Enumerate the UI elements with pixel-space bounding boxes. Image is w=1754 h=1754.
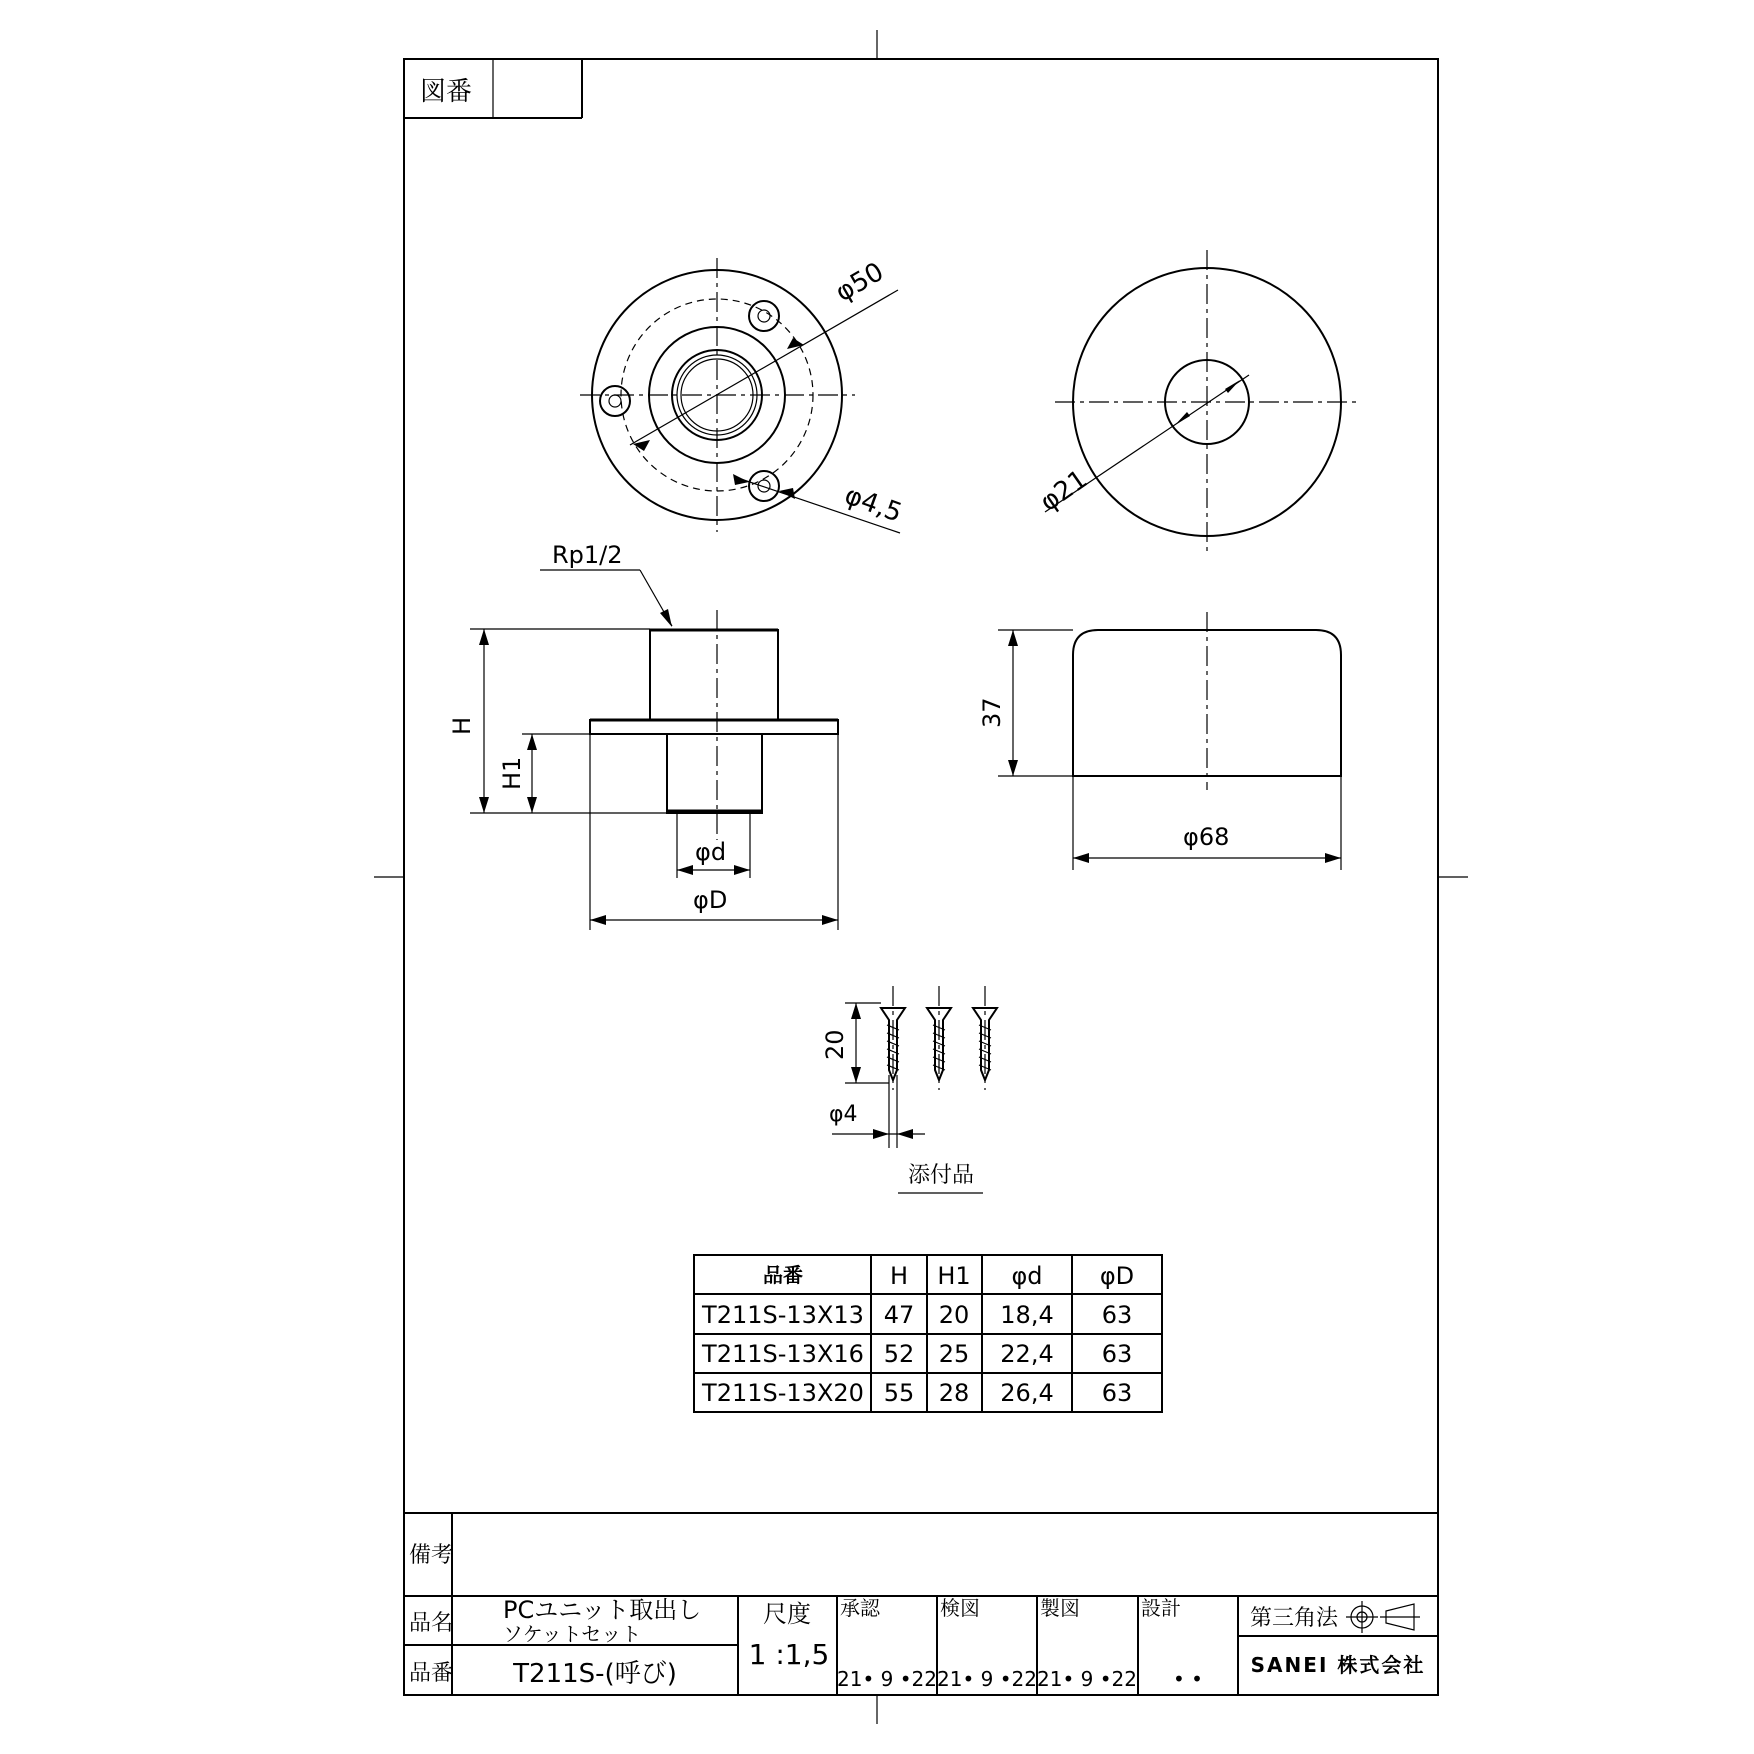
thread-dimension-label: Rp1/2 bbox=[552, 541, 623, 569]
checked-date: 21• 9 •22 bbox=[937, 1667, 1037, 1691]
cap-side-view bbox=[978, 612, 1341, 870]
product-no-label: 品番 bbox=[409, 1661, 454, 1686]
approved-date: 21• 9 •22 bbox=[837, 1667, 937, 1691]
table-cell: T211S-13X13 bbox=[702, 1301, 864, 1329]
drawn-date: 21• 9 •22 bbox=[1037, 1667, 1137, 1691]
drawing-number-label: 図番 bbox=[420, 77, 473, 107]
socket-top-view bbox=[580, 257, 906, 533]
checked-label: 検図 bbox=[940, 1596, 980, 1620]
table-cell: 20 bbox=[938, 1301, 970, 1329]
title-block bbox=[404, 1513, 1438, 1695]
screw-3 bbox=[973, 986, 997, 1090]
table-header-h: H bbox=[889, 1262, 909, 1290]
table-cell: T211S-13X20 bbox=[702, 1379, 864, 1407]
company-name: SANEI 株式会社 bbox=[1250, 1653, 1426, 1677]
table-cell: 63 bbox=[1101, 1379, 1133, 1407]
h-dimension-label: H bbox=[448, 716, 476, 735]
table-cell: 63 bbox=[1101, 1340, 1133, 1368]
outer-diameter-label: φD bbox=[693, 886, 728, 914]
table-header-inner-d: φd bbox=[1011, 1262, 1043, 1290]
table-cell: 63 bbox=[1101, 1301, 1133, 1329]
scale-label: 尺度 bbox=[763, 1600, 811, 1628]
projection-method-label: 第三角法 bbox=[1250, 1606, 1339, 1631]
hole-dimension-label: φ4,5 bbox=[840, 480, 906, 529]
scale-value: 1 :1,5 bbox=[748, 1638, 830, 1671]
product-name-line2: ソケットセット bbox=[503, 1622, 642, 1646]
screw-1 bbox=[881, 986, 905, 1090]
screw-diameter-label: φ4 bbox=[829, 1102, 858, 1127]
product-name-line1: PCユニット取出し bbox=[503, 1596, 702, 1624]
product-no-value: T211S-(呼び) bbox=[513, 1659, 677, 1689]
table-cell: 55 bbox=[883, 1379, 915, 1407]
cap-top-view bbox=[1035, 250, 1360, 552]
table-cell: 22,4 bbox=[1000, 1340, 1054, 1368]
accessory-label: 添付品 bbox=[908, 1163, 975, 1188]
table-cell: 47 bbox=[883, 1301, 915, 1329]
screw-length-label: 20 bbox=[821, 1029, 849, 1060]
screw-2 bbox=[927, 986, 951, 1090]
inner-diameter-label: φd bbox=[695, 838, 727, 866]
screw-accessories bbox=[821, 986, 997, 1193]
design-date: • • bbox=[1173, 1667, 1203, 1691]
h1-dimension-label: H1 bbox=[498, 756, 526, 790]
table-cell: T211S-13X16 bbox=[702, 1340, 864, 1368]
socket-side-view bbox=[448, 541, 838, 930]
cap-height-label: 37 bbox=[978, 697, 1006, 728]
drawing-frame bbox=[404, 59, 1438, 1695]
pcd-dimension-label: φ50 bbox=[830, 256, 890, 309]
table-header-h1: H1 bbox=[937, 1262, 971, 1290]
drawing-number-box bbox=[404, 59, 582, 118]
table-header-outer-d: φD bbox=[1099, 1262, 1135, 1290]
drawn-label: 製図 bbox=[1040, 1596, 1080, 1620]
table-cell: 52 bbox=[883, 1340, 915, 1368]
product-name-label: 品名 bbox=[409, 1611, 454, 1636]
table-header-product-no: 品番 bbox=[763, 1263, 803, 1287]
design-label: 設計 bbox=[1141, 1596, 1181, 1620]
table-cell: 28 bbox=[938, 1379, 970, 1407]
cap-hole-dimension-label: φ21 bbox=[1034, 464, 1094, 518]
table-cell: 25 bbox=[938, 1340, 970, 1368]
registration-marks bbox=[374, 30, 1468, 1724]
table-cell: 18,4 bbox=[1000, 1301, 1054, 1329]
cap-diameter-label: φ68 bbox=[1183, 823, 1230, 851]
remarks-label: 備考 bbox=[409, 1543, 454, 1568]
approved-label: 承認 bbox=[840, 1596, 880, 1620]
third-angle-projection-icon bbox=[1346, 1601, 1420, 1633]
spec-table bbox=[694, 1255, 1162, 1412]
table-cell: 26,4 bbox=[1000, 1379, 1054, 1407]
